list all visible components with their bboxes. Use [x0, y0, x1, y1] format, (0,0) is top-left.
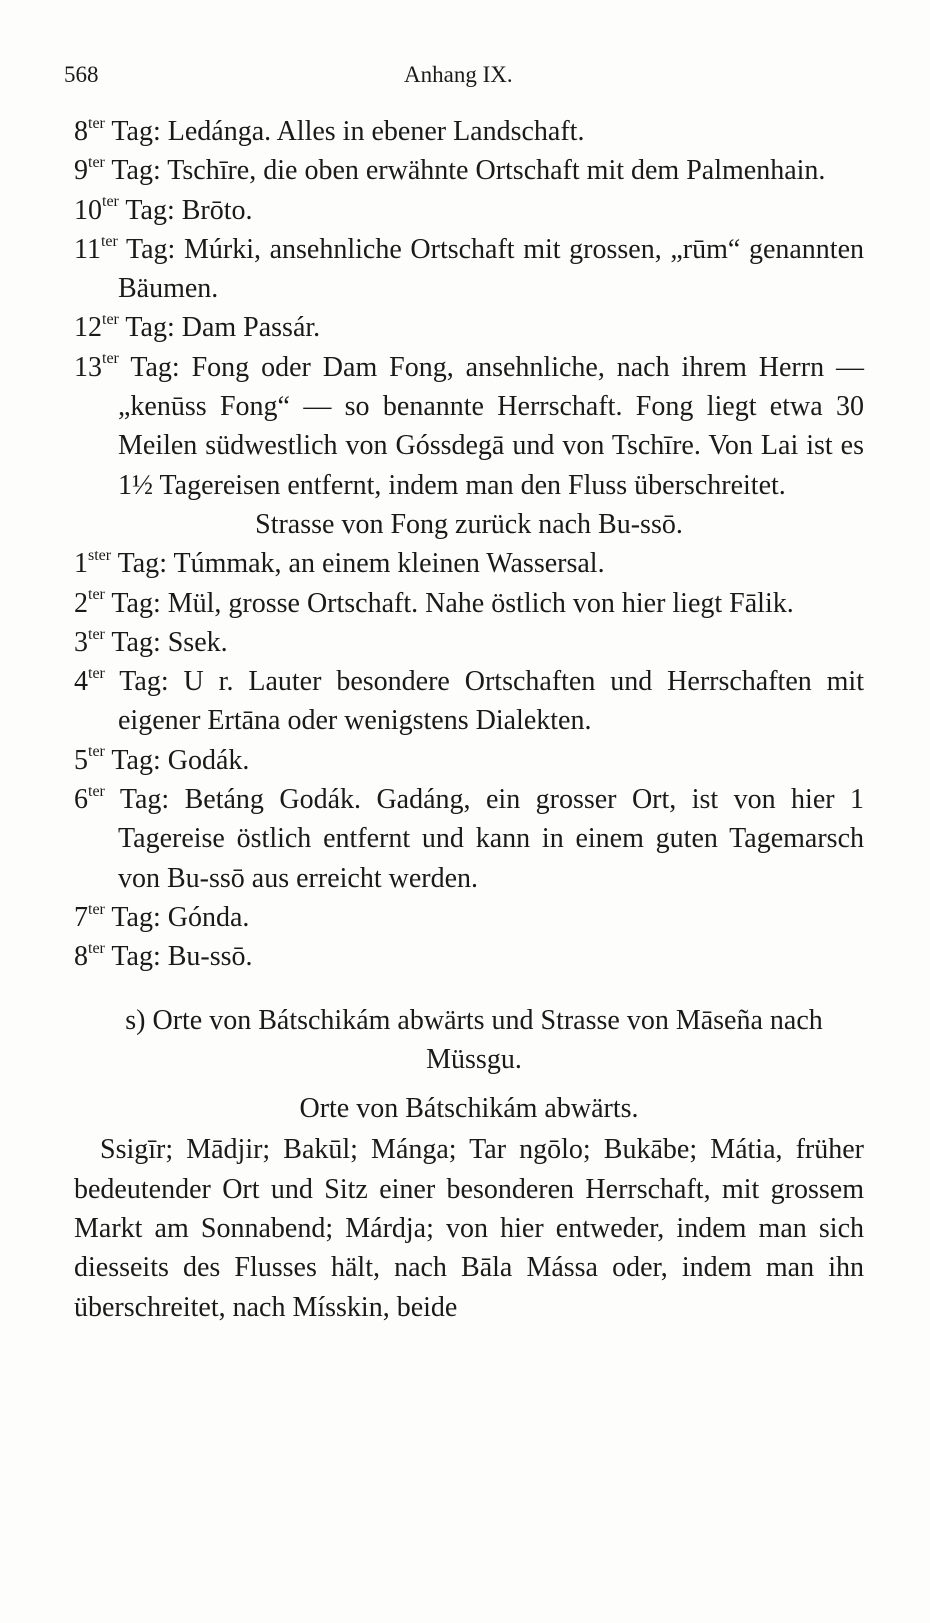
day-description: Tschīre, die oben erwähnte Ortschaft mit dem Palmenhain.	[167, 155, 826, 187]
day-ordinal: $11^{ter}$	[74, 232, 118, 265]
route-entry: $6^{ter}$ Tag: Betáng Godák. Gadáng, ein grosser Ort, ist von hier 1 Tagereise östlich entfernt und kann in einem guten Tagemarsch von Bu-ssō aus erreicht werden.	[74, 782, 865, 894]
day-label: Tag	[111, 901, 153, 933]
day-ordinal: $9^{ter}$	[74, 153, 105, 187]
route-list-2	[74, 544, 864, 976]
day-label: Tag	[119, 784, 162, 816]
day-description: Múrki, ansehnliche Ortschaft mit grossen, „rūm“ genannten Bäumen.	[118, 233, 865, 305]
page-number: 568	[64, 62, 99, 87]
route-entry: $4^{ter}$ Tag: U r. Lauter besondere Ortschaften und Herrschaften mit eigener Ertāna oder wenigstens Dialekten.	[74, 664, 864, 737]
day-description: Ssek.	[167, 626, 228, 658]
route-list-1	[74, 112, 864, 505]
route-subheading: Strasse von Fong zurück nach Bu-ssō.	[255, 508, 683, 540]
route-entry: $1^{ster}$ Tag: Túmmak, an einem kleinen Wassersal.	[74, 546, 605, 580]
day-label: Tag	[117, 548, 160, 580]
route-entry: $2^{ter}$ Tag: Mül, grosse Ortschaft. Nahe östlich von hier liegt Fālik.	[74, 586, 794, 619]
day-ordinal: $6^{ter}$	[74, 782, 105, 816]
route-entry: $8^{ter}$ Tag: Bu-ssō.	[74, 939, 253, 973]
page-header	[64, 62, 854, 96]
route-entry: $8^{ter}$ Tag: Ledánga. Alles in ebener Landschaft.	[74, 114, 585, 147]
route-entry: $12^{ter}$ Tag: Dam Passár.	[74, 311, 321, 344]
day-label: Tag	[111, 155, 153, 187]
day-description: Bu-ssō.	[167, 941, 253, 973]
route-entry: $5^{ter}$ Tag: Godák.	[74, 743, 250, 776]
day-label: Tag	[111, 587, 153, 619]
running-title: Anhang IX.	[404, 62, 513, 87]
day-label: Tag	[111, 744, 153, 776]
day-description: Betáng Godák. Gadáng, ein grosser Ort, ist von hier 1 Tagereise östlich entfernt und kann in einem guten Tagemarsch von Bu-ssō aus erreicht werden.	[118, 784, 865, 894]
route-entry: $10^{ter}$ Tag: Brōto.	[74, 193, 253, 226]
day-label: Tag	[111, 941, 153, 973]
day-label: Tag	[125, 233, 168, 265]
day-ordinal: $4^{ter}$	[74, 664, 105, 698]
day-description: Mül, grosse Ortschaft. Nahe östlich von hier liegt Fālik.	[167, 587, 794, 619]
route-entry: $3^{ter}$ Tag: Ssek.	[74, 625, 228, 658]
route-entry: $7^{ter}$ Tag: Gónda.	[74, 900, 250, 933]
day-label: Tag	[111, 116, 153, 147]
route-entry: $13^{ter}$ Tag: Fong oder Dam Fong, ansehnliche, nach ihrem Herrn — „kenūss Fong“ — so benannte Herrschaft. Fong liegt etwa 30 Meilen südwestlich von Góssdegā und von Tschīre. Von Lai ist es 1½ Tagereisen entfernt, indem man den Fluss überschreitet.	[74, 350, 865, 501]
day-ordinal: $12^{ter}$	[74, 311, 119, 344]
day-description: U r. Lauter besondere Ortschaften und Herrschaften mit eigener Ertāna oder wenigstens Dialekten.	[118, 666, 864, 737]
day-ordinal: $10^{ter}$	[74, 193, 119, 226]
day-ordinal: $5^{ter}$	[74, 743, 105, 776]
day-label: Tag	[125, 194, 167, 226]
day-description: Fong oder Dam Fong, ansehnliche, nach ihrem Herrn — „kenūss Fong“ — so benannte Herrschaft. Fong liegt etwa 30 Meilen südwestlich von Góssdegā und von Tschīre. Von Lai ist es 1½ Tagereisen entfernt, indem man den Fluss überschreitet.	[118, 351, 865, 501]
section-s-subheading: Orte von Bátschikám abwärts.	[299, 1093, 639, 1125]
section-s-heading: s) Orte von Bátschikám abwärts und Strasse von Māseña nach Müssgu.	[125, 1004, 823, 1075]
day-label: Tag	[130, 351, 172, 383]
route-entry: $11^{ter}$ Tag: Múrki, ansehnliche Ortschaft mit grossen, „rūm“ genannten Bäumen.	[74, 232, 865, 305]
day-description: Brōto.	[181, 194, 253, 226]
day-ordinal: $1^{ster}$	[74, 546, 112, 580]
day-label: Tag	[125, 312, 167, 344]
day-ordinal: $2^{ter}$	[74, 586, 105, 619]
day-label: Tag	[111, 626, 153, 658]
day-ordinal: $3^{ter}$	[74, 625, 105, 658]
day-description: Godák.	[167, 744, 250, 776]
day-description: Ledánga. Alles in ebener Landschaft.	[167, 116, 585, 147]
day-ordinal: $8^{ter}$	[74, 939, 105, 973]
day-ordinal: $8^{ter}$	[74, 114, 105, 147]
route-entry: $9^{ter}$ Tag: Tschīre, die oben erwähnte Ortschaft mit dem Palmenhain.	[74, 153, 826, 187]
section-s-paragraph: Ssigīr; Mādjir; Bakūl; Mánga; Tar ngōlo; Bukābe; Mátia, früher bedeutender Ort und Sitz einer besonderen Herrschaft, mit grossem Markt am Sonnabend; Márdja; von hier entweder, indem man sich diesseits des Flusses hält, nach Bāla Mássa oder, indem man ihn überschreitet, nach Mísskin, beide	[74, 1134, 864, 1323]
day-description: Dam Passár.	[181, 312, 321, 344]
day-description: Gónda.	[167, 901, 250, 933]
day-label: Tag	[119, 666, 161, 698]
day-description: Túmmak, an einem kleinen Wassersal.	[173, 548, 605, 580]
day-ordinal: $13^{ter}$	[74, 350, 119, 383]
day-ordinal: $7^{ter}$	[74, 900, 105, 933]
page-body	[74, 112, 864, 1327]
